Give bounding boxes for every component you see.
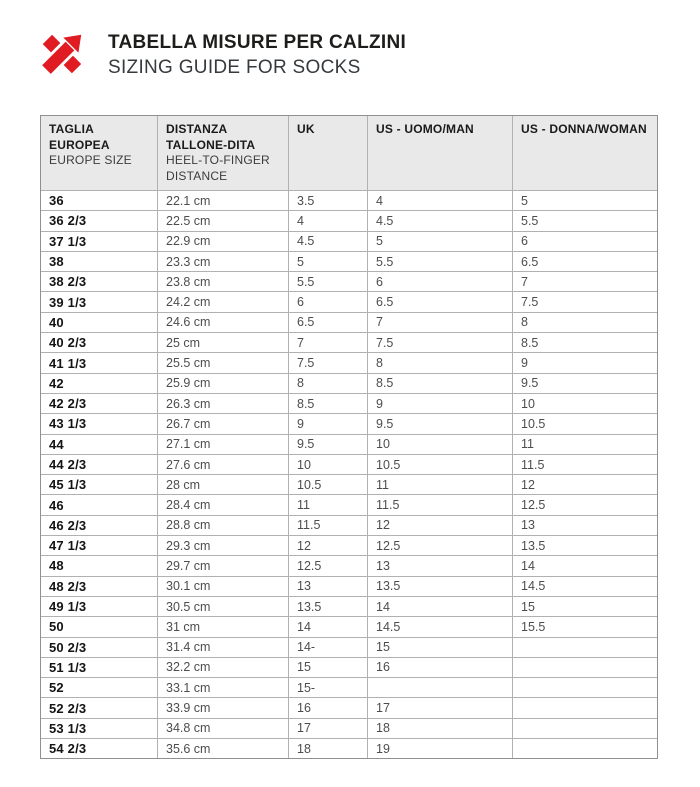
- size-value-cell: 4: [368, 191, 513, 211]
- size-value-cell: 7: [513, 272, 658, 292]
- size-value-cell: 9: [289, 414, 368, 434]
- size-value-cell: 5: [368, 231, 513, 251]
- size-value-cell: 10.5: [513, 414, 658, 434]
- size-value-cell: 22.9 cm: [158, 231, 289, 251]
- size-value-cell: 15.5: [513, 617, 658, 637]
- size-value-cell: 32.2 cm: [158, 657, 289, 677]
- table-row: [41, 292, 658, 312]
- size-eu-cell: 42: [41, 373, 158, 393]
- size-value-cell: 25.5 cm: [158, 353, 289, 373]
- size-value-cell: [513, 739, 658, 759]
- size-value-cell: 17: [368, 698, 513, 718]
- col-header-us-man: [368, 116, 513, 191]
- size-value-cell: 35.6 cm: [158, 739, 289, 759]
- table-row: [41, 678, 658, 698]
- page-header: [38, 31, 406, 79]
- size-value-cell: 15: [513, 596, 658, 616]
- table-row: [41, 536, 658, 556]
- size-value-cell: 6: [368, 272, 513, 292]
- size-value-cell: 11.5: [289, 515, 368, 535]
- size-value-cell: 8: [368, 353, 513, 373]
- size-value-cell: 6.5: [513, 251, 658, 271]
- sizing-table-head: [41, 116, 658, 191]
- size-value-cell: 10: [289, 454, 368, 474]
- size-eu-cell: 52 2/3: [41, 698, 158, 718]
- table-header-row: [41, 116, 658, 191]
- size-value-cell: 8: [289, 373, 368, 393]
- size-eu-cell: 40: [41, 312, 158, 332]
- title-block: [108, 31, 406, 79]
- table-row: [41, 475, 658, 495]
- size-eu-cell: 40 2/3: [41, 333, 158, 353]
- table-row: [41, 596, 658, 616]
- size-value-cell: 6.5: [289, 312, 368, 332]
- size-value-cell: 18: [289, 739, 368, 759]
- size-value-cell: [513, 678, 658, 698]
- size-eu-cell: 36: [41, 191, 158, 211]
- size-value-cell: 7: [368, 312, 513, 332]
- size-value-cell: 14-: [289, 637, 368, 657]
- size-value-cell: 12: [513, 475, 658, 495]
- size-value-cell: 11: [368, 475, 513, 495]
- size-value-cell: 7.5: [289, 353, 368, 373]
- table-row: [41, 312, 658, 332]
- size-value-cell: 13: [289, 576, 368, 596]
- size-eu-cell: 42 2/3: [41, 393, 158, 413]
- size-value-cell: 24.2 cm: [158, 292, 289, 312]
- size-value-cell: 16: [289, 698, 368, 718]
- size-value-cell: 12.5: [513, 495, 658, 515]
- size-value-cell: 18: [368, 718, 513, 738]
- table-row: [41, 373, 658, 393]
- col-header-primary-label: UK: [297, 122, 315, 136]
- size-value-cell: [513, 637, 658, 657]
- size-value-cell: 7: [289, 333, 368, 353]
- size-value-cell: 9.5: [513, 373, 658, 393]
- size-value-cell: 33.1 cm: [158, 678, 289, 698]
- table-row: [41, 739, 658, 759]
- size-value-cell: 12.5: [289, 556, 368, 576]
- size-value-cell: 11.5: [368, 495, 513, 515]
- col-header-primary-label: TAGLIA EUROPEA: [49, 122, 110, 152]
- size-value-cell: 13.5: [513, 536, 658, 556]
- size-value-cell: 10: [513, 393, 658, 413]
- table-row: [41, 353, 658, 373]
- size-value-cell: 15-: [289, 678, 368, 698]
- size-value-cell: 7.5: [513, 292, 658, 312]
- size-value-cell: 17: [289, 718, 368, 738]
- table-row: [41, 211, 658, 231]
- size-eu-cell: 37 1/3: [41, 231, 158, 251]
- size-eu-cell: 51 1/3: [41, 657, 158, 677]
- size-value-cell: [513, 718, 658, 738]
- table-row: [41, 657, 658, 677]
- size-value-cell: 5.5: [513, 211, 658, 231]
- size-value-cell: 30.1 cm: [158, 576, 289, 596]
- size-value-cell: 5.5: [368, 251, 513, 271]
- size-value-cell: 4.5: [368, 211, 513, 231]
- size-value-cell: 9: [513, 353, 658, 373]
- size-value-cell: 28.4 cm: [158, 495, 289, 515]
- size-eu-cell: 36 2/3: [41, 211, 158, 231]
- size-eu-cell: 38: [41, 251, 158, 271]
- size-value-cell: 14.5: [513, 576, 658, 596]
- size-value-cell: 25.9 cm: [158, 373, 289, 393]
- size-eu-cell: 41 1/3: [41, 353, 158, 373]
- size-eu-cell: 48: [41, 556, 158, 576]
- size-value-cell: 4: [289, 211, 368, 231]
- size-value-cell: 25 cm: [158, 333, 289, 353]
- size-eu-cell: 48 2/3: [41, 576, 158, 596]
- size-value-cell: 11.5: [513, 454, 658, 474]
- size-value-cell: 9.5: [289, 434, 368, 454]
- table-row: [41, 272, 658, 292]
- size-value-cell: 24.6 cm: [158, 312, 289, 332]
- table-row: [41, 251, 658, 271]
- size-value-cell: 16: [368, 657, 513, 677]
- size-value-cell: [368, 678, 513, 698]
- size-value-cell: 5.5: [289, 272, 368, 292]
- size-value-cell: 12: [368, 515, 513, 535]
- size-value-cell: 13: [513, 515, 658, 535]
- size-value-cell: 10.5: [289, 475, 368, 495]
- size-value-cell: 34.8 cm: [158, 718, 289, 738]
- size-value-cell: 12.5: [368, 536, 513, 556]
- size-value-cell: 7.5: [368, 333, 513, 353]
- table-row: [41, 191, 658, 211]
- size-value-cell: 27.6 cm: [158, 454, 289, 474]
- table-row: [41, 515, 658, 535]
- size-value-cell: 19: [368, 739, 513, 759]
- col-header-us-woman: [513, 116, 658, 191]
- x-arrow-brand-logo-icon: [38, 31, 85, 78]
- size-value-cell: 5: [513, 191, 658, 211]
- size-value-cell: 6: [289, 292, 368, 312]
- size-value-cell: 13.5: [368, 576, 513, 596]
- table-row: [41, 637, 658, 657]
- size-eu-cell: 54 2/3: [41, 739, 158, 759]
- table-row: [41, 718, 658, 738]
- size-eu-cell: 52: [41, 678, 158, 698]
- size-value-cell: 11: [289, 495, 368, 515]
- col-header-secondary-label: HEEL-TO-FINGER DISTANCE: [166, 153, 270, 183]
- size-eu-cell: 46 2/3: [41, 515, 158, 535]
- page-subtitle: SIZING GUIDE FOR SOCKS: [108, 57, 361, 78]
- table-row: [41, 333, 658, 353]
- size-value-cell: 10.5: [368, 454, 513, 474]
- col-header-primary-label: DISTANZA TALLONE-DITA: [166, 122, 256, 152]
- size-value-cell: 5: [289, 251, 368, 271]
- size-value-cell: 8.5: [513, 333, 658, 353]
- size-value-cell: 30.5 cm: [158, 596, 289, 616]
- table-row: [41, 617, 658, 637]
- size-eu-cell: 39 1/3: [41, 292, 158, 312]
- size-value-cell: 13.5: [289, 596, 368, 616]
- table-row: [41, 434, 658, 454]
- table-row: [41, 393, 658, 413]
- size-value-cell: 31.4 cm: [158, 637, 289, 657]
- size-value-cell: 8: [513, 312, 658, 332]
- size-value-cell: 8.5: [289, 393, 368, 413]
- size-eu-cell: 44: [41, 434, 158, 454]
- size-value-cell: 8.5: [368, 373, 513, 393]
- size-value-cell: 23.3 cm: [158, 251, 289, 271]
- size-value-cell: 29.3 cm: [158, 536, 289, 556]
- size-value-cell: [513, 657, 658, 677]
- size-value-cell: 22.5 cm: [158, 211, 289, 231]
- sizing-table-body: [41, 191, 658, 759]
- table-row: [41, 576, 658, 596]
- size-value-cell: 13: [368, 556, 513, 576]
- size-value-cell: 28 cm: [158, 475, 289, 495]
- col-header-primary-label: US - UOMO/MAN: [376, 122, 474, 136]
- size-eu-cell: 49 1/3: [41, 596, 158, 616]
- size-value-cell: 11: [513, 434, 658, 454]
- size-eu-cell: 50: [41, 617, 158, 637]
- size-value-cell: 14: [513, 556, 658, 576]
- size-value-cell: 28.8 cm: [158, 515, 289, 535]
- size-value-cell: 15: [289, 657, 368, 677]
- table-row: [41, 231, 658, 251]
- size-value-cell: 9.5: [368, 414, 513, 434]
- col-header-uk: [289, 116, 368, 191]
- size-eu-cell: 43 1/3: [41, 414, 158, 434]
- table-row: [41, 698, 658, 718]
- size-value-cell: 26.7 cm: [158, 414, 289, 434]
- col-header-heel-toe-distance: [158, 116, 289, 191]
- size-value-cell: 29.7 cm: [158, 556, 289, 576]
- table-row: [41, 454, 658, 474]
- size-value-cell: 23.8 cm: [158, 272, 289, 292]
- size-value-cell: 9: [368, 393, 513, 413]
- size-eu-cell: 47 1/3: [41, 536, 158, 556]
- size-value-cell: 4.5: [289, 231, 368, 251]
- table-row: [41, 556, 658, 576]
- size-value-cell: 6: [513, 231, 658, 251]
- size-eu-cell: 44 2/3: [41, 454, 158, 474]
- size-value-cell: 27.1 cm: [158, 434, 289, 454]
- size-value-cell: 14.5: [368, 617, 513, 637]
- size-value-cell: 14: [289, 617, 368, 637]
- size-value-cell: [513, 698, 658, 718]
- size-eu-cell: 38 2/3: [41, 272, 158, 292]
- size-eu-cell: 46: [41, 495, 158, 515]
- size-value-cell: 6.5: [368, 292, 513, 312]
- col-header-primary-label: US - DONNA/WOMAN: [521, 122, 647, 136]
- size-value-cell: 12: [289, 536, 368, 556]
- table-row: [41, 414, 658, 434]
- size-value-cell: 14: [368, 596, 513, 616]
- size-value-cell: 26.3 cm: [158, 393, 289, 413]
- size-value-cell: 3.5: [289, 191, 368, 211]
- col-header-europe-size: [41, 116, 158, 191]
- table-row: [41, 495, 658, 515]
- size-value-cell: 15: [368, 637, 513, 657]
- size-value-cell: 10: [368, 434, 513, 454]
- size-eu-cell: 45 1/3: [41, 475, 158, 495]
- col-header-secondary-label: EUROPE SIZE: [49, 153, 132, 167]
- size-eu-cell: 53 1/3: [41, 718, 158, 738]
- size-eu-cell: 50 2/3: [41, 637, 158, 657]
- page-title: TABELLA MISURE PER CALZINI: [108, 32, 407, 53]
- sock-sizing-table: [40, 115, 658, 759]
- size-value-cell: 22.1 cm: [158, 191, 289, 211]
- size-value-cell: 31 cm: [158, 617, 289, 637]
- size-value-cell: 33.9 cm: [158, 698, 289, 718]
